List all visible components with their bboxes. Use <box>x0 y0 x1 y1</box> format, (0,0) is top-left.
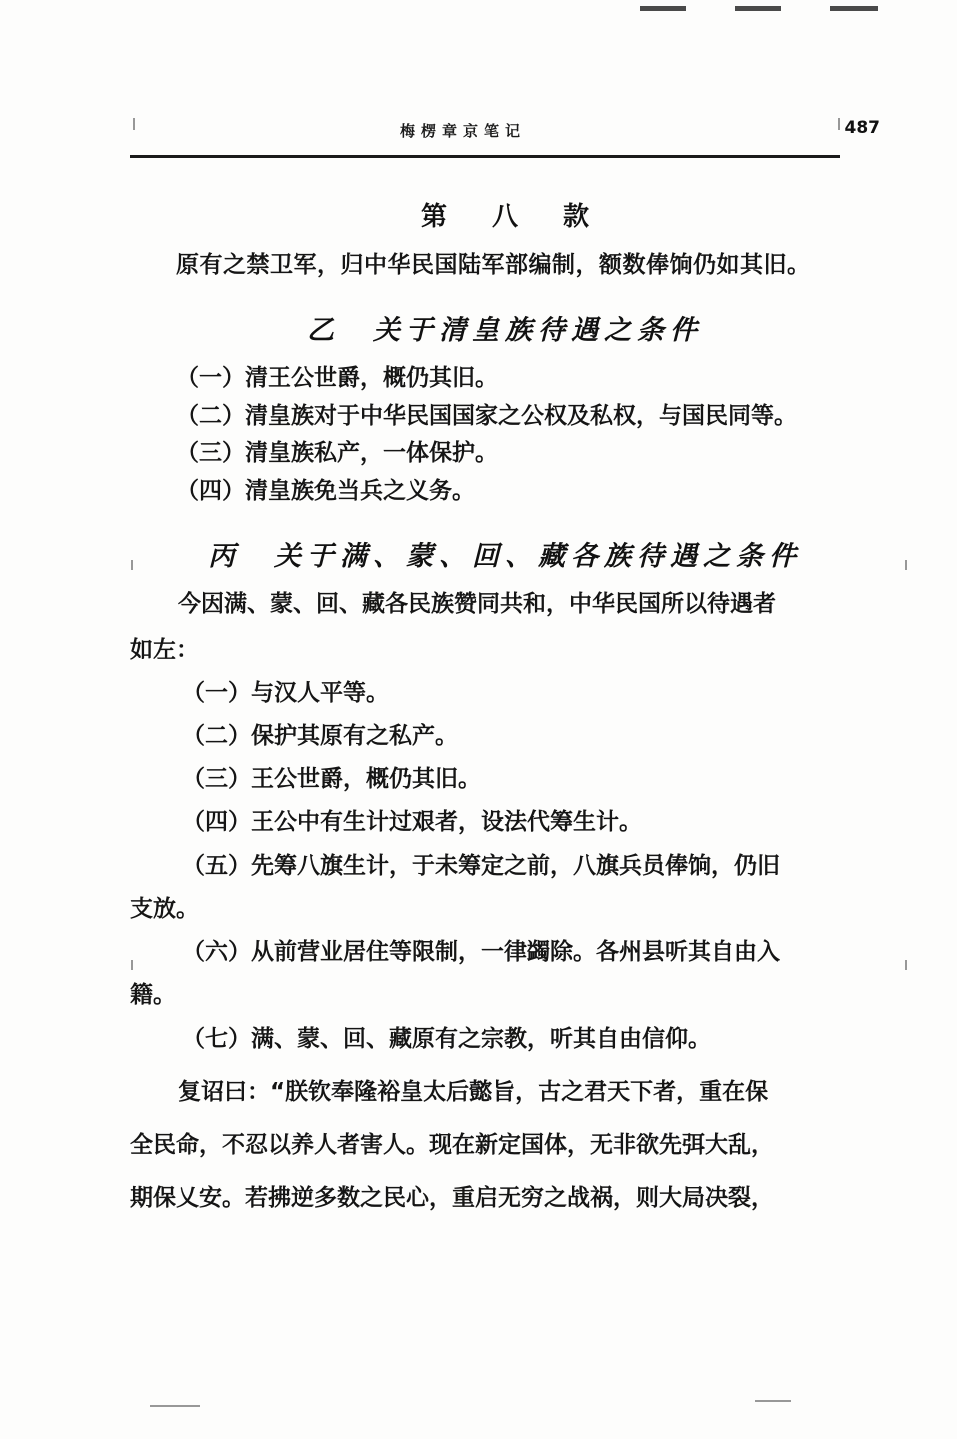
closing-line-3: 期保乂安。若拂逆多数之民心，重启无穷之战祸，则大局决裂， <box>130 1185 774 1212</box>
list-item: （七）满、蒙、回、藏原有之宗教，听其自由信仰。 <box>182 1025 711 1052</box>
list-item: （二）清皇族对于中华民国国家之公权及私权，与国民同等。 <box>176 402 797 429</box>
scan-artifact <box>830 6 878 11</box>
clause-list-b <box>130 361 880 508</box>
part-c-intro-line-1: 今因满、蒙、回、藏各民族赞同共和，中华民国所以待遇者 <box>178 591 776 618</box>
part-c-intro-line-2: 如左： <box>130 636 199 663</box>
list-item: （二）保护其原有之私产。 <box>182 722 458 749</box>
crop-mark <box>905 960 907 970</box>
page-number: 487 <box>844 118 880 138</box>
section-body-paragraph: 原有之禁卫军，归中华民国陆军部编制，额数俸饷仍如其旧。 <box>176 252 811 278</box>
list-item: （三）王公世爵，概仍其旧。 <box>182 766 481 793</box>
section-heading: 第 八 款 <box>420 202 608 232</box>
scan-artifact <box>735 6 781 11</box>
list-item-continuation: 支放。 <box>130 895 199 922</box>
subsection-heading-b: 乙 关于清皇族待遇之条件 <box>307 315 703 347</box>
list-item-continuation: 籍。 <box>130 982 176 1009</box>
clause-list-c <box>130 675 880 1058</box>
crop-mark <box>755 1400 791 1402</box>
list-item: （四）清皇族免当兵之义务。 <box>176 477 475 504</box>
list-item: （六）从前营业居住等限制，一律蠲除。各州县听其自由入 <box>182 939 780 966</box>
header-divider <box>130 155 840 158</box>
crop-mark <box>905 560 907 570</box>
running-header-title: 梅楞章京笔记 <box>400 122 527 140</box>
running-header <box>130 118 880 154</box>
page-content <box>130 178 880 1222</box>
scan-artifact <box>640 6 686 11</box>
list-item: （五）先筹八旗生计，于未筹定之前，八旗兵员俸饷，仍旧 <box>182 852 780 879</box>
crop-mark <box>150 1405 200 1407</box>
closing-line-1: 复诏曰：“朕钦奉隆裕皇太后懿旨，古之君天下者，重在保 <box>178 1078 769 1105</box>
subsection-heading-c: 丙 关于满、蒙、回、藏各族待遇之条件 <box>208 541 802 573</box>
list-item: （四）王公中有生计过艰者，设法代筹生计。 <box>182 809 642 836</box>
closing-line-2: 全民命，不忍以养人者害人。现在新定国体，无非欲先弭大乱， <box>130 1132 774 1159</box>
list-item: （一）清王公世爵，概仍其旧。 <box>176 365 498 392</box>
list-item: （一）与汉人平等。 <box>182 679 389 706</box>
list-item: （三）清皇族私产，一体保护。 <box>176 440 498 467</box>
